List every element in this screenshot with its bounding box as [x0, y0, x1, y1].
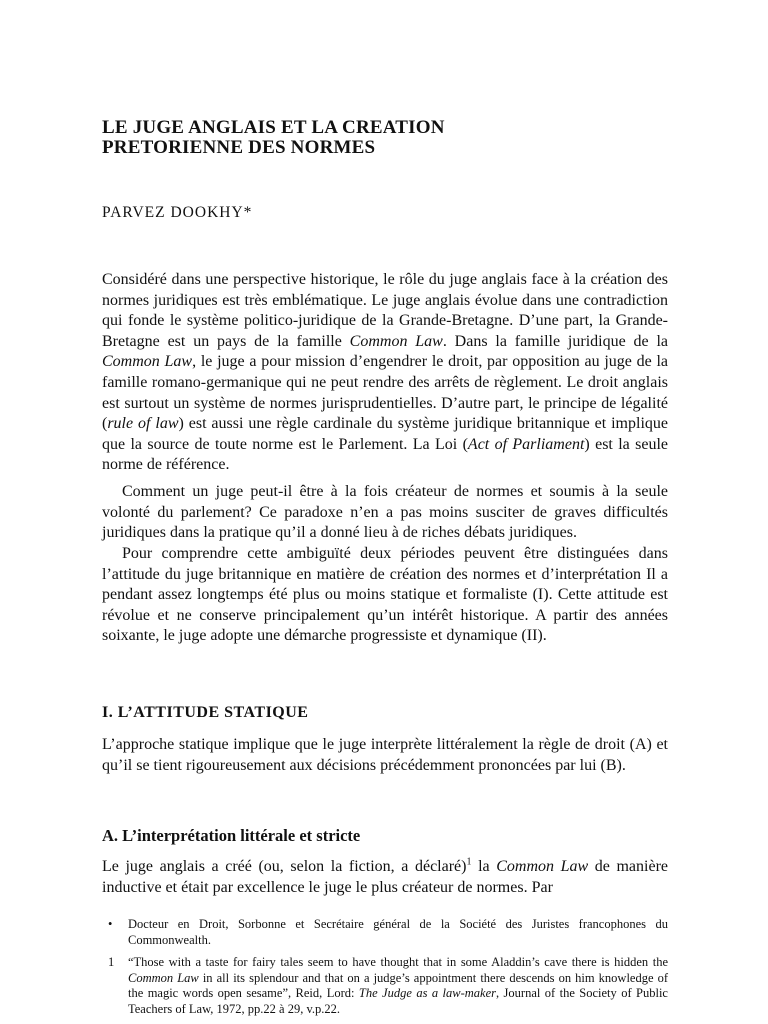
author-name: PARVEZ DOOKHY*	[102, 204, 253, 221]
subsection-a-paragraph: Le juge anglais a créé (ou, selon la fiction, a déclaré)$^1$ la Common Law de manière inductive et était par excellence le juge le plus créateur de normes. Par	[102, 856, 669, 896]
intro-paragraph-2: Comment un juge peut-il être à la fois créateur de normes et soumis à la seule volonté du parlement? Ce paradoxe n’en a pas moins susciter de graves difficultés juridiques dans la pratique qu’il a donné lieu à de riches débats juridiques.	[102, 483, 668, 542]
intro-paragraph-1: Considéré dans une perspective historique, le rôle du juge anglais face à la création des normes juridiques est très emblématique. Le juge anglais évolue dans une contradiction qui fonde le système politico-juridique de la Grande-Bretagne. D’une part, la Grande-Bretagne est un pays de la famille Common Law. Dans la famille juridique de la Common Law, le juge a pour mission d’engendrer le droit, par opposition au juge de la famille romano-germanique qui ne peut rendre des arrêts de règlement. Le droit anglais est surtout un système de normes jurisprudentielles. D’autre part, le principe de légalité (rule of law) est aussi une règle cardinale du système juridique britannique et implique que la source de toute norme est le Parlement. La Loi (Act of Parliament) est la seule norme de référence.	[102, 271, 669, 474]
footnote-bullet: •	[108, 917, 113, 931]
footnote-ref-1: 1	[466, 856, 472, 868]
footnote-1	[108, 955, 668, 1017]
section-1-paragraph: L’approche statique implique que le juge interprète littéralement la règle de droit (A) et qu’il se tient rigoureusement aux décisions précédemment prononcées par lui (B).	[102, 736, 668, 774]
footnote-number: 1	[108, 955, 115, 969]
article-title	[102, 118, 702, 158]
footnote-text: Docteur en Droit, Sorbonne et Secrétaire général de la Société des Juristes francophones du Commonwealth.	[128, 917, 668, 947]
intro-paragraph-3: Pour comprendre cette ambiguïté deux périodes peuvent être distinguées dans l’attitude du juge britannique en matière de création des normes et d’interprétation Il a pendant assez longtemps été plus ou moins statique et formaliste (I). Cette attitude est révolue et ne conserve principalement qu’un intérêt historique. A partir des années soixante, le juge adopte une démarche progressiste et dynamique (II).	[102, 545, 668, 645]
title-line-1: LE JUGE ANGLAIS ET LA CREATION	[102, 117, 445, 138]
subsection-heading-a: A. L’interprétation littérale et stricte	[102, 826, 361, 845]
footnote-text: “Those with a taste for fairy tales seem to have thought that in some Aladdin’s cave there is hidden the Common Law in all its splendour and that on a judge’s appointment there descends on him knowledge of the magic words open sesame”, Reid, Lord: The Judge as a law-maker, Journal of the Society of Public Teachers of Law, 1972, pp.22 à 29, v.p.22.	[128, 955, 668, 1016]
section-heading-1: I. L’ATTITUDE STATIQUE	[102, 704, 309, 721]
title-line-2: PRETORIENNE DES NORMES	[102, 137, 376, 158]
footnote-author	[108, 917, 668, 948]
